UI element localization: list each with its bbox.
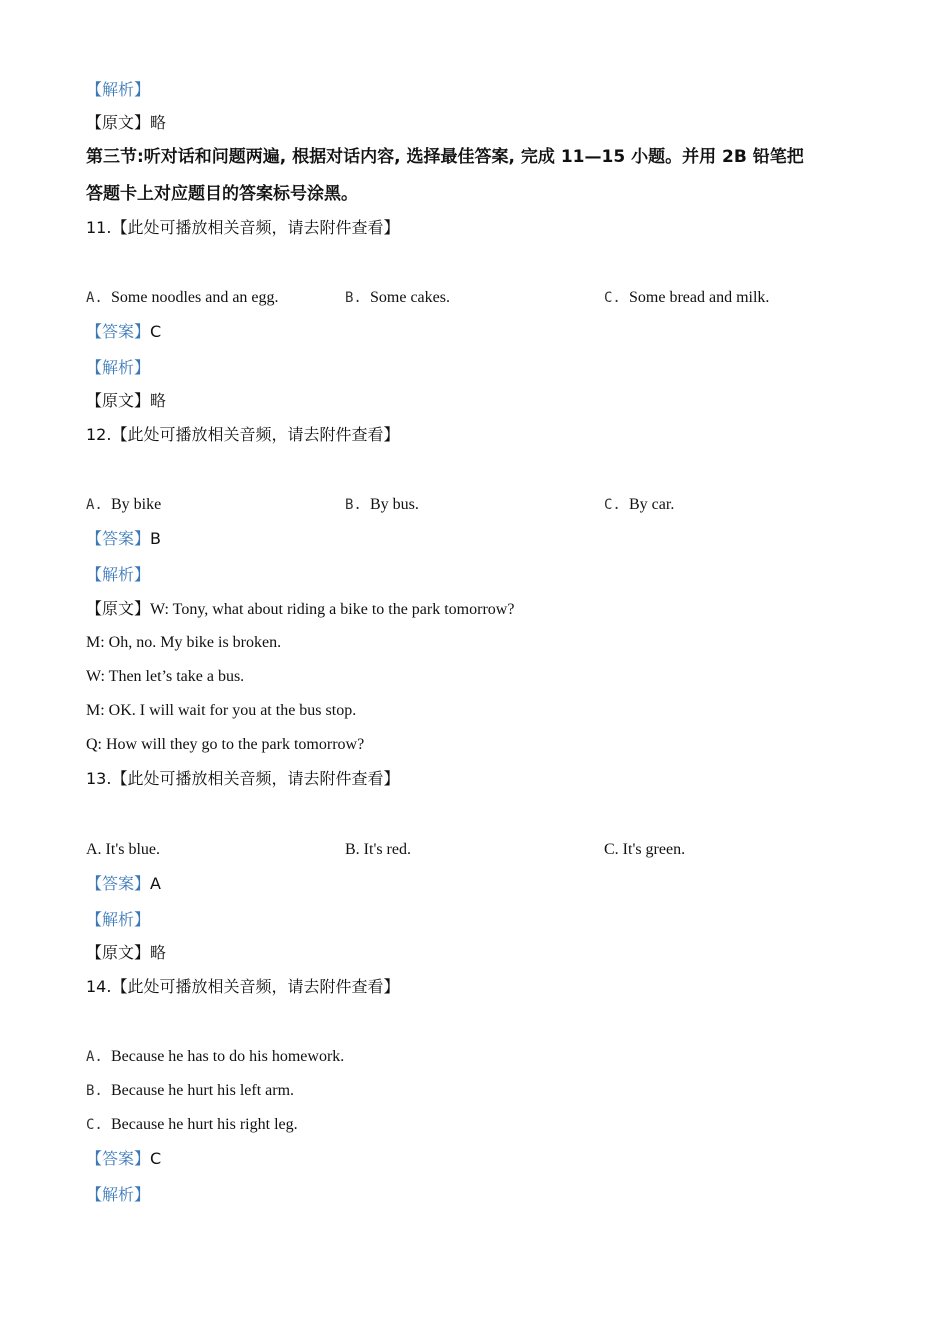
q11-answer: 【答案】C	[86, 322, 162, 341]
q12-original: 【原文】W: Tony, what about riding a bike to the park tomorrow?	[86, 599, 515, 618]
q11-analysis: 【解析】	[86, 358, 151, 377]
q13-option-a: A. It's blue.	[86, 841, 160, 858]
analysis-label-top: 【解析】	[86, 80, 151, 99]
q12-answer: 【答案】B	[86, 529, 161, 548]
question-12: 12.【此处可播放相关音频，请去附件查看】	[86, 425, 400, 444]
q14-answer: 【答案】C	[86, 1149, 162, 1168]
question-13: 13.【此处可播放相关音频，请去附件查看】	[86, 769, 400, 788]
q13-option-c: C. It's green.	[604, 841, 686, 858]
q12-transcript-line: M: OK. I will wait for you at the bus stop.	[86, 702, 357, 719]
question-14: 14.【此处可播放相关音频，请去附件查看】	[86, 977, 400, 996]
q14-option-b: B. Because he hurt his left arm.	[86, 1082, 295, 1099]
q13-original: 【原文】略	[86, 943, 167, 962]
audio-note: 【此处可播放相关音频，请去附件查看】	[111, 425, 400, 444]
q14-analysis: 【解析】	[86, 1185, 151, 1204]
q14-option-a: A. Because he has to do his homework.	[86, 1048, 345, 1065]
audio-note: 【此处可播放相关音频，请去附件查看】	[111, 769, 400, 788]
q12-option-c: C. By car.	[604, 496, 675, 513]
q12-analysis: 【解析】	[86, 565, 151, 584]
q13-answer: 【答案】A	[86, 874, 161, 893]
q11-option-b: B. Some cakes.	[345, 289, 450, 306]
original-text-top: 【原文】略	[86, 113, 167, 132]
audio-note: 【此处可播放相关音频，请去附件查看】	[111, 218, 400, 237]
q12-option-b: B. By bus.	[345, 496, 419, 513]
q11-option-a: A. Some noodles and an egg.	[86, 289, 279, 306]
q11-original: 【原文】略	[86, 391, 167, 410]
q12-transcript-question: Q: How will they go to the park tomorrow?	[86, 736, 365, 753]
q12-transcript-line: M: Oh, no. My bike is broken.	[86, 634, 282, 651]
q13-analysis: 【解析】	[86, 910, 151, 929]
section-heading-line1: 第三节:听对话和问题两遍, 根据对话内容, 选择最佳答案, 完成 11—15 小题。并用 2B 铅笔把	[86, 147, 804, 167]
q11-option-c: C. Some bread and milk.	[604, 289, 770, 306]
q14-option-c: C. Because he hurt his right leg.	[86, 1116, 298, 1133]
audio-note: 【此处可播放相关音频，请去附件查看】	[111, 977, 400, 996]
question-11: 11.【此处可播放相关音频，请去附件查看】	[86, 218, 400, 237]
q12-option-a: A. By bike	[86, 496, 162, 513]
section-heading-line2: 答题卡上对应题目的答案标号涂黑。	[86, 184, 358, 204]
q13-option-b: B. It's red.	[345, 841, 411, 858]
q12-transcript-line: W: Then let’s take a bus.	[86, 668, 245, 685]
